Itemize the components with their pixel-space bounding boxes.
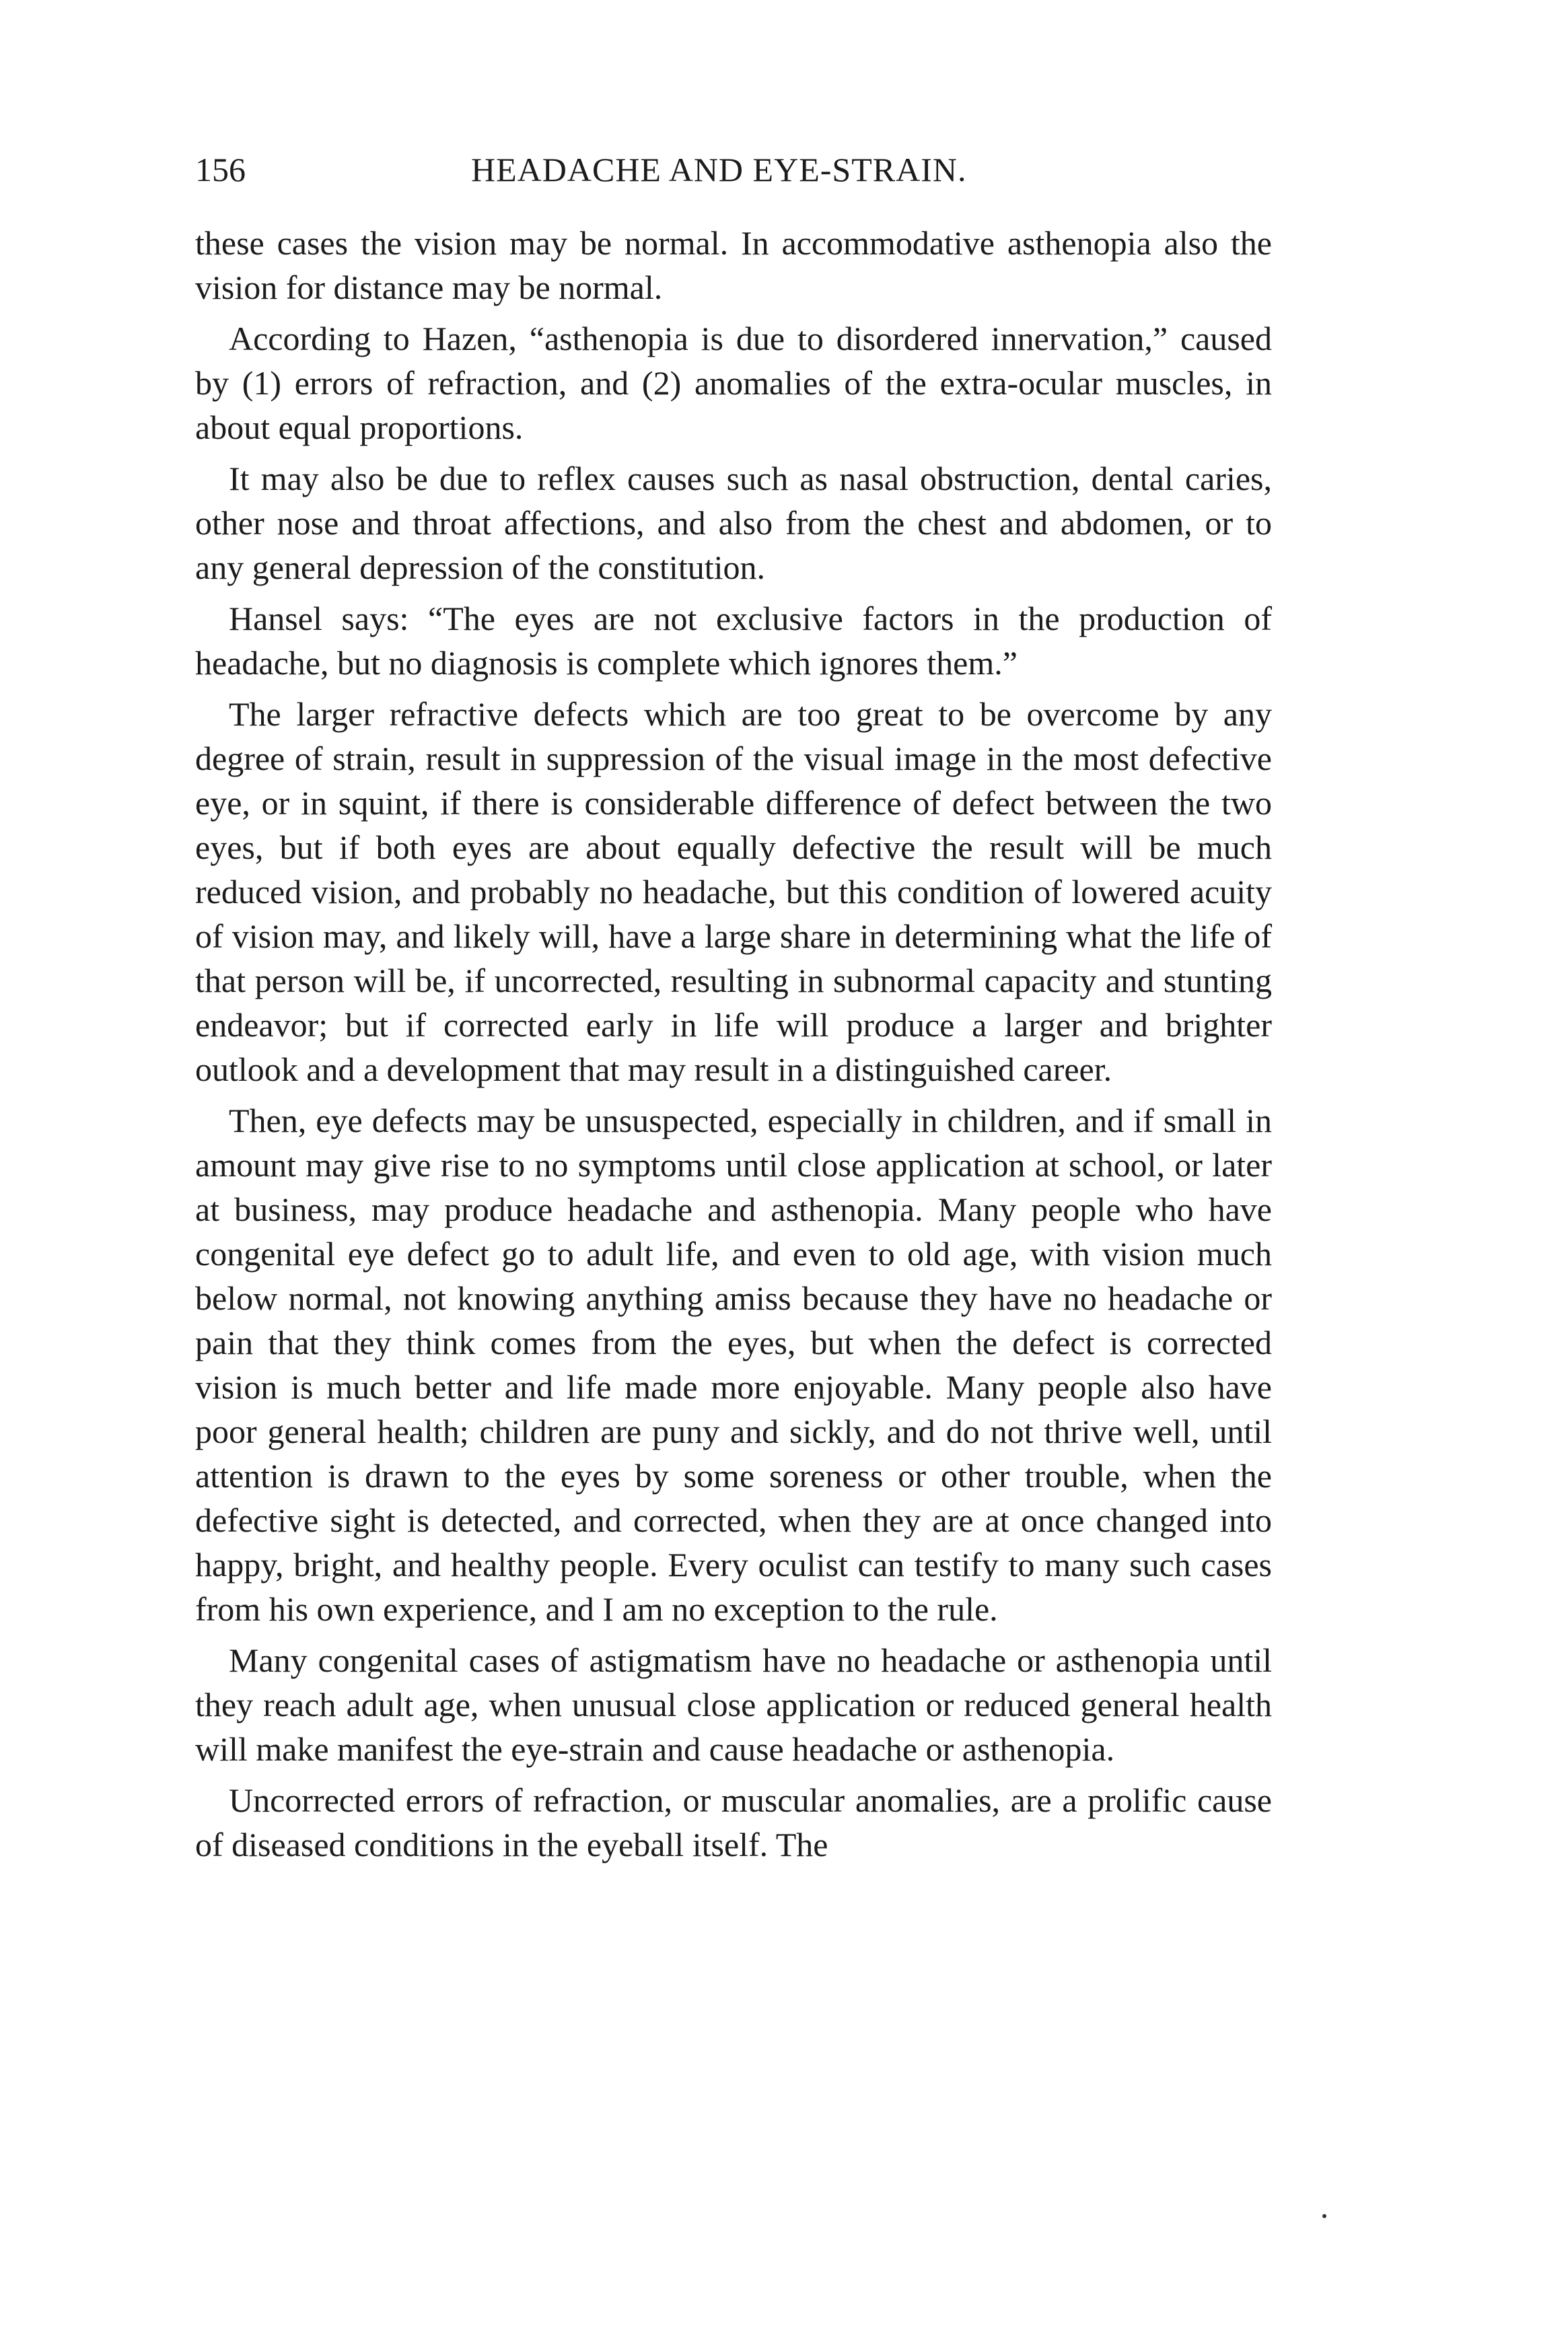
paragraph: Hansel says: “The eyes are not exclusive factors in the production of headache, but no diagnosis is complete which ignores them.” xyxy=(195,600,1272,682)
body-text xyxy=(195,221,1272,1874)
paragraph: Uncorrected errors of refraction, or muscular anomalies, are a prolific cause of diseased conditions in the eyeball itself. The xyxy=(195,1781,1272,1863)
margin-mark xyxy=(1322,2214,1326,2218)
running-title: HEADACHE AND EYE-STRAIN. xyxy=(471,151,967,188)
paragraph: It may also be due to reflex causes such as nasal obstruction, dental caries, other nose and throat affections, and also from the chest and abdomen, or to any general depression of the constitution. xyxy=(195,460,1272,586)
paragraph: The larger refractive defects which are too great to be overcome by any degree of strain, result in suppression of the visual image in the most defective eye, or in squint, if there is considerable difference of defect between the two eyes, but if both eyes are about equally defective the result will be much reduced vision, and probably no headache, but this condition of lowered acuity of vision may, and likely will, have a large share in determining what the life of that person will be, if uncorrected, resulting in subnormal capacity and stunting endeavor; but if corrected early in life will produce a larger and brighter outlook and a development that may result in a distinguished career. xyxy=(195,695,1272,1088)
paragraph: Then, eye defects may be unsuspected, especially in children, and if small in amount may give rise to no symptoms until close application at school, or later at business, may produce headache and asthenopia. Many people who have congenital eye defect go to adult life, and even to old age, with vision much below normal, not knowing anything amiss because they have no headache or pain that they think comes from the eyes, but when the defect is corrected vision is much better and life made more enjoyable. Many people also have poor general health; children are puny and sickly, and do not thrive well, until attention is drawn to the eyes by some soreness or other trouble, when the defective sight is detected, and corrected, when they are at once changed into happy, bright, and healthy people. Every oculist can testify to many such cases from his own experience, and I am no exception to the rule. xyxy=(195,1102,1272,1628)
paragraph: Many congenital cases of astigmatism have no headache or asthenopia until they reach adult age, when unusual close application or reduced general health will make manifest the eye-strain and cause headache or asthenopia. xyxy=(195,1641,1272,1768)
paragraph: these cases the vision may be normal. In accommodative asthenopia also the vision for distance may be normal. xyxy=(195,224,1272,306)
page-number: 156 xyxy=(195,151,246,188)
paragraph: According to Hazen, “asthenopia is due to disordered innervation,” caused by (1) errors of refraction, and (2) anomalies of the extra-ocular muscles, in about equal proportions. xyxy=(195,320,1272,446)
page-header xyxy=(195,143,1272,197)
